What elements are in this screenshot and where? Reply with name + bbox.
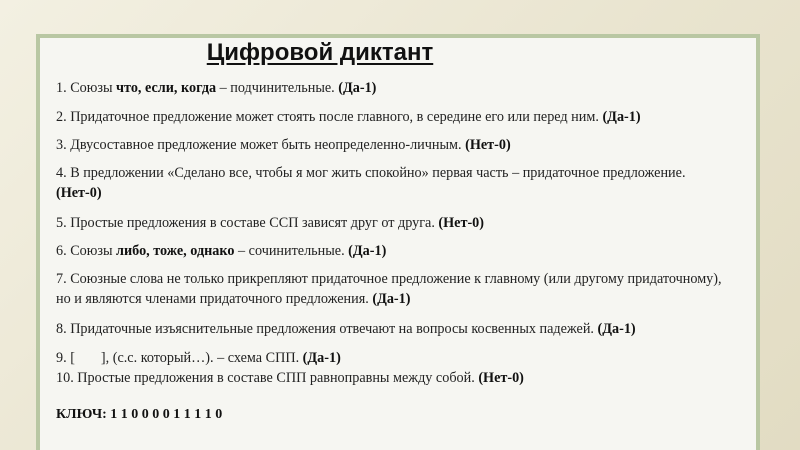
- list-item: 7. Союзные слова не только прикрепляют придаточное предложение к главному (или другому придаточному), но и являются членами придаточного предложения. (Да-1): [56, 271, 722, 307]
- answer-label: (Да-1): [302, 350, 341, 366]
- list-item: 2. Придаточное предложение может стоять после главного, в середине его или перед ним. (Да-1): [56, 109, 641, 125]
- list-item: 9. [ ], (с.с. который…). – схема СПП. (Да-1): [56, 350, 341, 366]
- answer-label: (Нет-0): [465, 137, 511, 153]
- list-item: 6. Союзы либо, тоже, однако – сочинительные. (Да-1): [56, 243, 387, 259]
- list-item: 1. Союзы что, если, когда – подчинительные. (Да-1): [56, 80, 377, 96]
- list-item: 8. Придаточные изъяснительные предложения отвечают на вопросы косвенных падежей. (Да-1): [56, 321, 636, 337]
- answer-label: (Да-1): [348, 243, 387, 259]
- answer-key: КЛЮЧ: 1 1 0 0 0 0 1 1 1 1 0: [56, 407, 223, 422]
- slide-title: Цифровой диктант: [206, 39, 434, 66]
- answer-label: (Нет-0): [438, 215, 484, 231]
- answer-label: (Да-1): [338, 80, 377, 96]
- answer-label: (Да-1): [372, 291, 411, 307]
- list-item: 3. Двусоставное предложение может быть неопределенно-личным. (Нет-0): [56, 137, 511, 153]
- answer-label: (Нет-0): [56, 185, 102, 201]
- answer-label: (Да-1): [602, 109, 641, 125]
- list-item: 5. Простые предложения в составе ССП зависят друг от друга. (Нет-0): [56, 215, 484, 231]
- list-item: 10. Простые предложения в составе СПП равноправны между собой. (Нет-0): [56, 370, 524, 386]
- answer-label: (Да-1): [597, 321, 636, 337]
- list-item: 4. В предложении «Сделано все, чтобы я мог жить спокойно» первая часть – придаточное предложение. (Нет-0): [56, 165, 686, 201]
- answer-label: (Нет-0): [478, 370, 524, 386]
